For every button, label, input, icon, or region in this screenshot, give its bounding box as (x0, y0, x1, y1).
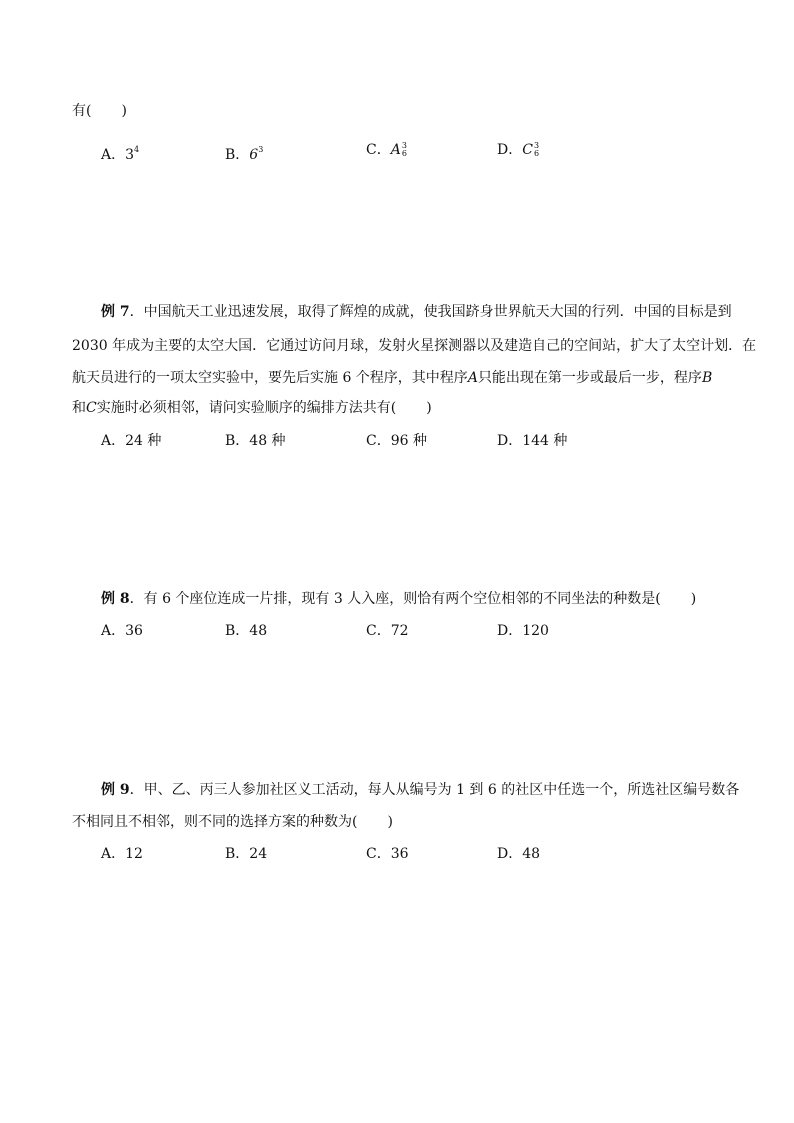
option-b[interactable] (225, 140, 263, 165)
q8-text: ．有 6 个座位连成一片排，现有 3 人入座，则恰有两个空位相邻的不同坐法的种数是( (129, 591, 661, 607)
q7-text-4a: 和 (72, 400, 86, 416)
q7-label: 例 7 (101, 304, 130, 320)
option-d-sup: 3 (533, 141, 540, 150)
q8-line-1 (101, 589, 696, 609)
q9-option-d[interactable]: D．48 (497, 846, 541, 862)
close-paren: ) (387, 814, 393, 830)
q8-label: 例 8 (101, 591, 130, 607)
option-a-sup: 4 (134, 145, 140, 154)
close-paren: ) (690, 591, 697, 607)
q9-line-1 (101, 780, 739, 800)
option-c-base: A (390, 142, 401, 158)
q7-line-2 (72, 336, 756, 356)
prev-question-options (0, 140, 794, 163)
q9-text-1: ．甲、乙、丙三人参加社区义工活动，每人从编号为 1 到 6 的社区中任选一个，所选社区编号数各 (129, 782, 740, 798)
q8-option-d[interactable]: D．120 (497, 623, 549, 639)
option-c-sub: 6 (401, 149, 407, 158)
q8-options (0, 621, 794, 641)
q9-options (0, 844, 794, 864)
q9-text-2: 不相同且不相邻，则不同的选择方案的种数为( (72, 814, 358, 830)
option-c-sup: 3 (401, 141, 407, 150)
q9-label: 例 9 (101, 782, 130, 798)
option-b-label: B． (225, 147, 250, 163)
option-a-base: 3 (125, 147, 135, 163)
q9-option-a[interactable]: A．12 (101, 846, 143, 862)
q7-line-4 (72, 398, 432, 418)
q7-options (0, 431, 794, 451)
q7-var-c: C (86, 400, 97, 416)
q7-line-3 (72, 368, 712, 388)
prev-question-text: 有( (72, 103, 92, 119)
option-d-scripts (534, 142, 539, 158)
option-c[interactable] (366, 140, 407, 160)
q7-text-2: 2030 年成为主要的太空大国．它通过访问月球，发射火星探测器以及建造自己的空间站，扩大了太空计划．在 (72, 338, 757, 354)
q7-text-1: ．中国航天工业迅速发展，取得了辉煌的成就，使我国跻身世界航天大国的行列．中国的目标是到 (129, 304, 732, 320)
option-d-base: C (522, 142, 533, 158)
q9-line-2 (72, 812, 393, 832)
q8-option-c[interactable]: C．72 (366, 623, 409, 639)
q7-option-c[interactable]: C．96 种 (366, 433, 427, 449)
prev-question-tail (72, 101, 127, 121)
q9-option-c[interactable]: C．36 (366, 846, 409, 862)
q9-option-b[interactable]: B．24 (225, 846, 268, 862)
option-b-sup: 3 (258, 145, 264, 154)
q7-text-3b: 只能出现在第一步或最后一步，程序 (477, 370, 702, 386)
q7-option-b[interactable]: B．48 种 (225, 433, 286, 449)
q8-option-a[interactable]: A．36 (101, 623, 143, 639)
option-a-label: A． (101, 147, 126, 163)
option-a[interactable] (101, 140, 139, 165)
q7-option-a[interactable]: A．24 种 (101, 433, 162, 449)
option-c-label: C． (366, 142, 391, 158)
q7-line-1 (101, 302, 732, 322)
option-c-scripts (402, 142, 407, 158)
q7-var-a: A (467, 370, 478, 386)
close-paren: ) (121, 103, 127, 119)
q7-var-b: B (701, 370, 713, 386)
option-b-base: 6 (249, 147, 259, 163)
close-paren: ) (426, 400, 432, 416)
option-d-sub: 6 (533, 149, 540, 158)
q7-text-3a: 航天员进行的一项太空实验中，要先后实施 6 个程序，其中程序 (72, 370, 468, 386)
option-d-label: D． (497, 142, 523, 158)
q7-option-d[interactable]: D．144 种 (497, 433, 568, 449)
q7-text-4b: 实施时必须相邻，请问实验顺序的编排方法共有( (96, 400, 397, 416)
q8-option-b[interactable]: B．48 (225, 623, 268, 639)
option-d[interactable] (497, 140, 539, 160)
